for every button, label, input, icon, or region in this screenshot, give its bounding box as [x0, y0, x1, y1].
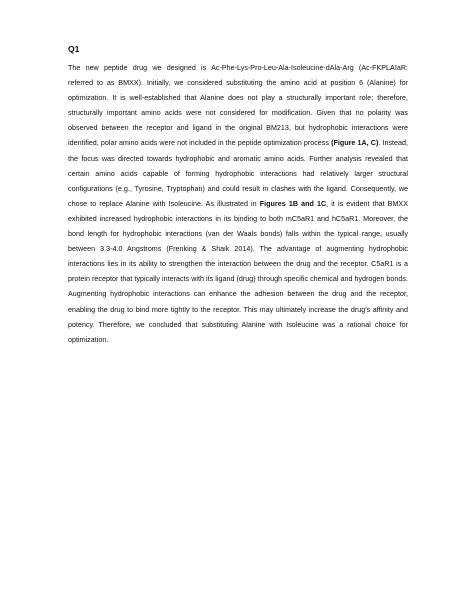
figure-reference-1b-1c: Figures 1B and 1C	[259, 199, 327, 208]
question-heading: Q1	[68, 44, 80, 54]
document-content	[68, 43, 408, 348]
figure-reference-1a-1c: (Figure 1A, C)	[331, 139, 379, 148]
paragraph-text-part-2: . Instead, the focus was directed towards hydrophobic and aromatic amino acids. Further analysis revealed that certain amino acids capable of forming hydrophobic interactions had relatively larger structural configurations (e.g., Tyrosine, Tryptophan) and could result in clashes with the ligand. Consequently, we chose to replace Alanine with Isoleucine. As illustrated in	[68, 139, 409, 208]
paragraph-text-part-3: , it is evident that BMXX exhibited increased hydrophobic interactions in its binding to both mC5aR1 and hC5aR1. Moreover, the bond length for hydrophobic interactions (van der Waals bonds) falls within the typical range, usually between 3.3-4.0 Angstroms (Frenking & Shaik 2014). The advantage of augmenting hydrophobic interactions lies in its ability to strengthen the interaction between the drug and the receptor. C5aR1 is a protein receptor that typically interacts with its ligand (drug) through specific chemical and hydrogen bonds. Augmenting hydrophobic interactions can enhance the adhesion between the drug and the receptor, enabling the drug to bind more tightly to the receptor. This may ultimately increase the drug's affinity and potency. Therefore, we concluded that substituting Alanine with Isoleucine was a rational choice for optimization.	[68, 199, 408, 344]
paragraph-text-part-1: The new peptide drug we designed is Ac-Phe-Lys-Pro-Leu-Ala-Isoleucine-dAla-Arg (Ac-FKPLAIaR: referred to as BMXX). Initially, we considered substituting the amino acid at position 6 (Alanine) for optimization. It is well-established that Alanine does not play a structurally important role; therefore, structurally important amino acids were not considered for modification. Given that no polarity was observed between the receptor and ligand in the original BM213, but hydrophobic interactions were identified, polar amino acids were not included in the peptide optimization process	[68, 64, 408, 148]
answer-paragraph	[68, 61, 408, 348]
